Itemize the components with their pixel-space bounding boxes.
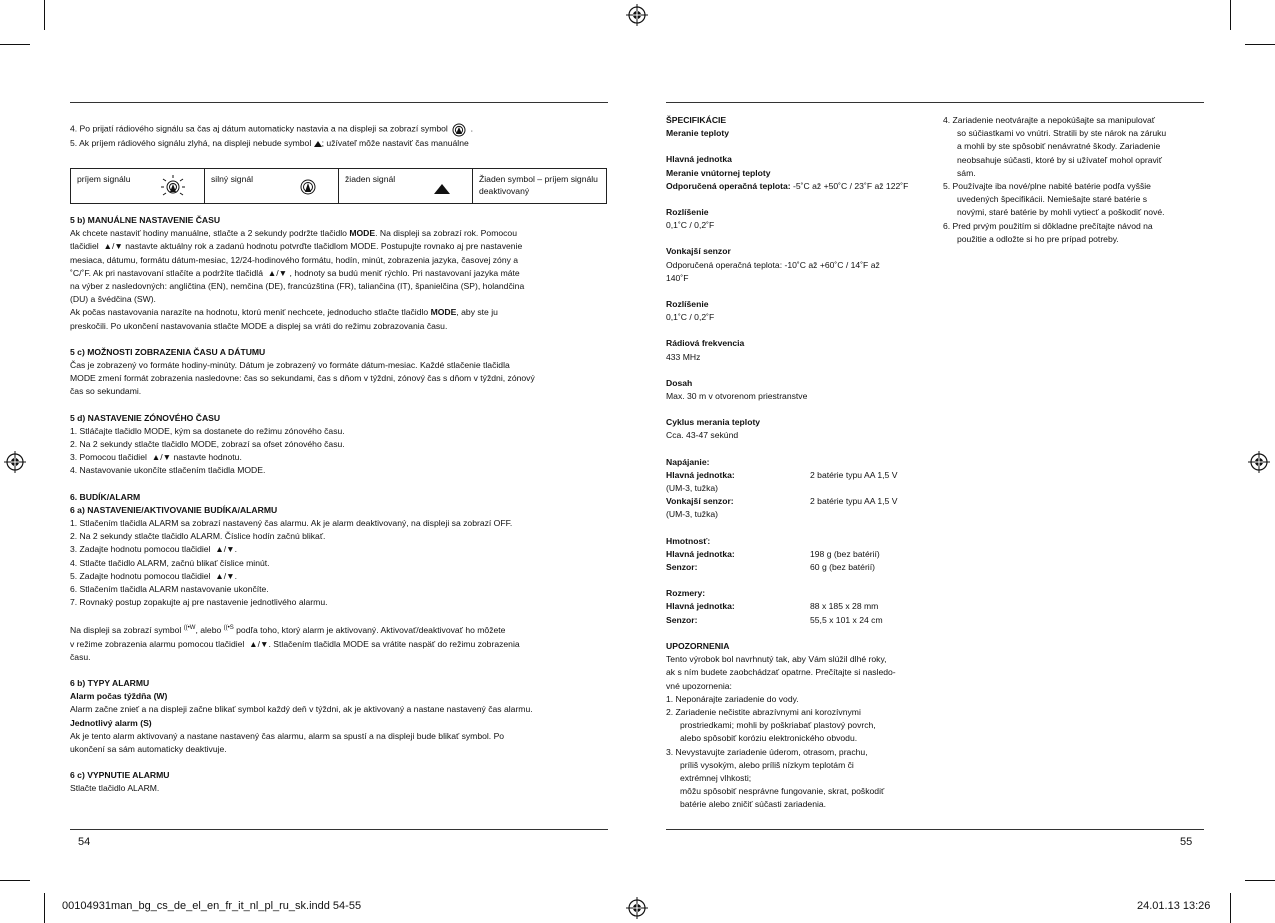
signal-table [70, 168, 607, 204]
section-6: 6. BUDÍK/ALARM 6 a) NASTAVENIE/AKTIVOVANIE BUDÍKA/ALARMU 1. Stlačením tlačidla ALARM sa zobrazí nastavený čas alarmu. Ak je alarm deaktivovaný, na displeji sa zobrazí OFF. 2. Na 2 sekundy stlačte tlačidlo ALARM. Číslice hodín začnú blikať. 3. Zadajte hodnotu pomocou tlačidiel ▲/▼. 4. Stlačte tlačidlo ALARM, začnú blikať číslice minút. 5. Zadajte hodnotu pomocou tlačidiel ▲/▼. 6. Stlačením tlačidla ALARM nastavovanie ukončíte. 7. Rovnaký postup zopakujte aj pre nastavenie jednotlivého alarmu. Na displeji sa zobrazí symbol $^{((•W}$, alebo $^{((•S}$ podľa toho, ktorý alarm je aktivovaný. Aktivovať/deaktivovať ho môžete v režime zobrazenia alarmu pomocou tlačidiel ▲/▼. Stlačením tlačidla MODE sa vrátite naspäť do režimu zobrazenia času. [70, 491, 520, 662]
up-down-arrows-icon: ▲/▼ [265, 267, 290, 278]
radio-signal-icon [450, 121, 468, 137]
crop-mark [0, 44, 30, 45]
crop-mark [0, 880, 30, 881]
signal-receiving-icon [159, 173, 187, 199]
spec-row: Vonkajší senzor: 2 batérie typu AA 1,5 V [666, 496, 898, 507]
header-rule-left [70, 102, 608, 103]
crop-mark [1245, 44, 1275, 45]
warnings-column-2: 4. Zariadenie neotvárajte a nepokúšajte sa manipulovať so súčiastkami vo vnútri. Stratili by ste nárok na záruku a mohli by ste spôsobiť nenávratné škody. Zariadenie neobsahuje súčasti, ktoré by si užívateľ mohol opraviť sám. 5. Používajte iba nové/plne nabité batérie podľa vyššie uvedených špecifikácii. Nemiešajte staré batérie s novými, staré batérie by mohli vytiecť a poškodiť nové. 6. Pred prvým použitím si dôkladne prečítajte návod na použitie a odložte si ho pre prípad potreby. [943, 115, 1167, 244]
up-down-arrows-icon: ▲/▼ [246, 638, 269, 649]
section-5c: 5 c) MOŽNOSTI ZOBRAZENIA ČASU A DÁTUMU Čas je zobrazený vo formáte hodiny-minúty. Dátum je zobrazený vo formáte dátum-mesiac. Každé stlačenie tlačidla MODE zmení formát zobrazenia nasledovne: čas so sekundami, čas s dňom v týždni, zónový čas s dňom v týždni, zónový čas so sekundami. [70, 346, 535, 397]
footer-rule-right [666, 829, 1204, 830]
registration-mark-icon [1248, 451, 1270, 473]
left-body [70, 214, 610, 796]
page-number-left: 54 [78, 836, 91, 848]
strong-signal-icon [297, 175, 319, 197]
left-intro [70, 121, 610, 150]
up-down-arrows-icon: ▲/▼ [101, 241, 126, 252]
footer-rule-left [70, 829, 608, 830]
spec-row: Senzor: 60 g (bez batérií) [666, 562, 875, 573]
crop-mark [1230, 0, 1231, 30]
section-title: 6 b) TYPY ALARMU [70, 677, 150, 688]
crop-mark [1230, 893, 1231, 923]
section-title: 6. BUDÍK/ALARM [70, 491, 141, 502]
up-down-arrows-icon: ▲/▼. [212, 544, 238, 555]
specifications-column: ŠPECIFIKÁCIE Meranie teploty Hlavná jednotka Meranie vnútornej teploty Odporučená operačná teplota: -5˚C až +50˚C / 23˚F až 122˚F Rozlíšenie 0,1˚C / 0,2˚F Vonkajší senzor Odporučená operačná teplota: -10˚C až +60˚C / 14˚F až 140˚F Rozlíšenie 0,1˚C / 0,2˚F Rádiová frekvencia 433 MHz Dosah Max. 30 m v otvorenom priestranstve Cyklus merania teploty Cca. 43-47 sekúnd Napájanie: Hlavná jednotka: 2 batérie typu AA 1,5 V (UM-3, tužka) Vonkajší senzor: 2 batérie typu AA 1,5 V (UM-3, tužka) Hmotnosť: Hlavná jednotka: 198 g (bez batérií) Senzor: 60 g (bez batérií) Rozmery: Hlavná jednotka: 88 x 185 x 28 mm Senzor: 55,5 x 101 x 24 cm UPOZORNENIA Tento výrobok bol navrhnutý tak, aby Vám slúžil dlhé roky, ak s ním budete zaobchádzať opatrne. Prečítajte si nasledo- vné upozornenia: 1. Neponárajte zariadenie do vody. 2. Zariadenie nečistite abrazívnymi ani korozívnymi prostriedkami; mohli by poškriabať plastový povrch, alebo spôsobiť koróziu elektronického obvodu. 3. Nevystavujte zariadenie úderom, otrasom, prachu, príliš vysokým, alebo príliš nízkym teplotám či extrémnej vlhkosti; môžu spôsobiť nesprávne fungovanie, skrat, poškodiť batérie alebo zničiť súčasti zariadenia. [666, 114, 938, 812]
section-title: 5 c) MOŽNOSTI ZOBRAZENIA ČASU A DÁTUMU [70, 346, 266, 357]
section-6b: 6 b) TYPY ALARMU Alarm počas týždňa (W) Alarm začne znieť a na displeji začne blikať symbol každý deň v týždni, ak je aktivovaný a nastane nastavený čas alarmu. Jednotlivý alarm (S) Ak je tento alarm aktivovaný a nastane nastavený čas alarmu, alarm sa spustí a na displeji bude blikať symbol. Po ukončení sa sám automaticky deaktivuje. [70, 677, 533, 754]
registration-mark-icon [626, 4, 648, 26]
intro-line-5: 5. Ak príjem rádiového signálu zlyhá, na displeji nebude symbol ; užívateľ môže nastaviť čas manuálne [70, 138, 469, 148]
table-cell: príjem signálu [71, 169, 205, 203]
warnings-title: UPOZORNENIA [666, 640, 730, 651]
intro-line-4: 4. Po prijatí rádiového signálu sa čas aj dátum automaticky nastavia a na displeji sa zobrazí symbol . [70, 121, 610, 137]
up-down-arrows-icon: ▲/▼. [212, 570, 238, 581]
section-title: 6 c) VYPNUTIE ALARMU [70, 770, 170, 781]
tower-icon [314, 140, 322, 148]
footer-filename: 00104931man_bg_cs_de_el_en_fr_it_nl_pl_ru_sk.indd 54-55 [62, 900, 362, 912]
spec-row: Hlavná jednotka: 2 batérie typu AA 1,5 V [666, 469, 898, 480]
section-title: 5 d) NASTAVENIE ZÓNOVÉHO ČASU [70, 412, 221, 423]
crop-mark [1245, 880, 1275, 881]
crop-mark [44, 0, 45, 30]
section-5b: 5 b) MANUÁLNE NASTAVENIE ČASU Ak chcete nastaviť hodiny manuálne, stlačte a 2 sekundy podržte tlačidlo MODE. Na displeji sa zobrazí rok. Pomocou tlačidiel ▲/▼ nastavte aktuálny rok a zadanú hodnotu potvrďte tlačidlom MODE. Postupujte rovnako aj pre nastavenie mesiaca, dátumu, formátu dátum-mesiac, 12/24-hodinového formátu, hodín, minút, zobrazenia jazyka, časovej zóny a ˚C/˚F. Ak pri nastavovaní stlačíte a podržíte tlačidlá ▲/▼ , hodnoty sa budú meniť rýchlo. Pri nastavovaní jazyka máte na výber z nasledovných: angličtina (EN), nemčina (DE), francúzština (FR), taliančina (IT), španielčina (SP), holandčina (DU) a švédčina (SW). Ak počas nastavovania narazíte na hodnotu, ktorú meniť nechcete, jednoducho stlačte tlačidlo MODE, aby ste ju preskočili. Po ukončení nastavovania stlačte MODE a displej sa vráti do režimu zobrazovania času. [70, 215, 525, 331]
section-5d: 5 d) NASTAVENIE ZÓNOVÉHO ČASU 1. Stláčajte tlačidlo MODE, kým sa dostanete do režimu zónového času. 2. Na 2 sekundy stlačte tlačidlo MODE, zobrazí sa ofset zónového času. 3. Pomocou tlačidiel ▲/▼ nastavte hodnotu. 4. Nastavovanie ukončíte stlačením tlačidla MODE. [70, 412, 345, 476]
up-down-arrows-icon: ▲/▼ [149, 452, 174, 463]
registration-mark-icon [626, 897, 648, 919]
section-title: 5 b) MANUÁLNE NASTAVENIE ČASU [70, 215, 221, 225]
header-rule-right [666, 102, 1204, 103]
single-alarm-symbol: ((•S [223, 625, 234, 632]
crop-mark [44, 893, 45, 923]
table-cell: Žiaden symbol – príjem signálu deaktivovaný [479, 174, 598, 196]
spec-row: Senzor: 55,5 x 101 x 24 cm [666, 614, 883, 625]
registration-mark-icon [4, 451, 26, 473]
weekly-alarm-symbol: ((•W [183, 625, 196, 632]
no-signal-icon [434, 183, 450, 195]
section-6c: 6 c) VYPNUTIE ALARMU Stlačte tlačidlo ALARM. [70, 770, 170, 794]
table-cell: žiaden signál [339, 169, 473, 203]
section-subtitle: 6 a) NASTAVENIE/AKTIVOVANIE BUDÍKA/ALARMU [70, 504, 278, 515]
spec-row: Hlavná jednotka: 198 g (bez batérií) [666, 548, 880, 559]
table-cell: silný signál [205, 169, 339, 203]
spec-title: ŠPECIFIKÁCIE [666, 115, 727, 125]
footer-datetime: 24.01.13 13:26 [1137, 900, 1211, 912]
page-number-right: 55 [1180, 836, 1193, 848]
spec-row: Hlavná jednotka: 88 x 185 x 28 mm [666, 601, 879, 612]
